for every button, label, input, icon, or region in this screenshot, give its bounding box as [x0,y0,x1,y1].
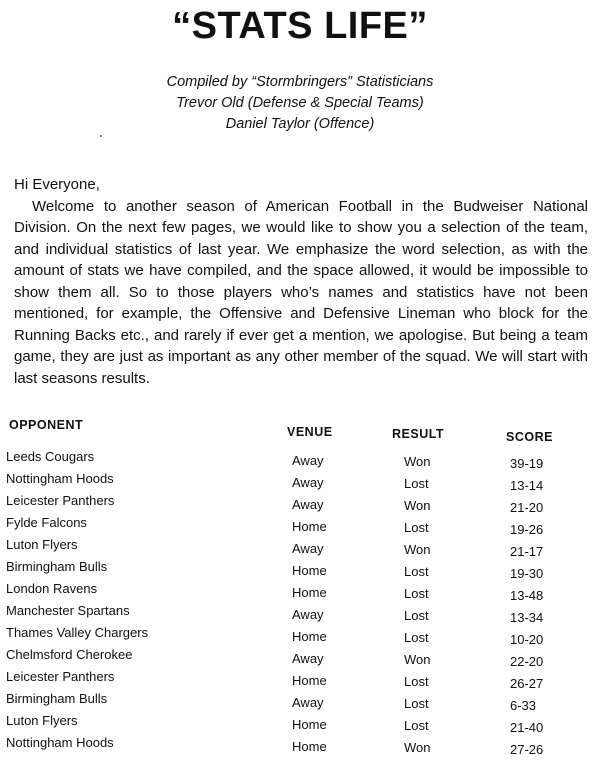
row-result: Won [404,652,431,667]
row-venue: Away [292,541,324,556]
credits-defense-statistician: Trevor Old (Defense & Special Teams) [176,95,424,111]
row-score: 21-20 [510,500,544,515]
row-result: Won [404,740,431,755]
header-venue: VENUE [287,425,333,439]
print-speck [100,135,102,137]
table-row [0,581,600,603]
row-score: 19-26 [510,522,544,537]
row-opponent: Birmingham Bulls [6,691,108,706]
intro-letter [14,174,588,389]
table-row [0,669,600,691]
row-opponent: Leeds Cougars [6,449,95,464]
table-row [0,471,600,493]
row-result: Lost [404,674,429,689]
row-opponent: Chelmsford Cherokee [6,647,133,662]
row-venue: Home [292,673,327,688]
table-row [0,515,600,537]
row-opponent: Fylde Falcons [6,515,87,530]
row-venue: Away [292,475,324,490]
row-score: 19-30 [510,566,544,581]
credits-compiled-by: Compiled by “Stormbringers” Statisticians [166,74,434,90]
row-venue: Home [292,585,327,600]
table-row [0,603,600,625]
row-opponent: Luton Flyers [6,537,78,552]
row-result: Lost [404,718,429,733]
row-opponent: Luton Flyers [6,713,78,728]
row-venue: Home [292,519,327,534]
row-result: Lost [404,608,429,623]
row-opponent: Birmingham Bulls [6,559,108,574]
table-row [0,713,600,735]
row-venue: Away [292,695,324,710]
row-venue: Home [292,739,327,754]
row-result: Lost [404,696,429,711]
table-row [0,537,600,559]
row-opponent: London Ravens [6,581,98,596]
row-score: 13-48 [510,588,544,603]
row-result: Won [404,498,431,513]
row-result: Lost [404,564,429,579]
row-score: 21-40 [510,720,544,735]
row-venue: Away [292,497,324,512]
table-row [0,735,600,757]
row-venue: Away [292,651,324,666]
letter-greeting: Hi Everyone, [14,176,100,193]
row-score: 13-14 [510,478,544,493]
row-result: Won [404,542,431,557]
row-score: 6-33 [510,698,537,713]
row-opponent: Leicester Panthers [6,669,115,684]
row-score: 10-20 [510,632,544,647]
row-result: Lost [404,476,429,491]
row-venue: Home [292,717,327,732]
page-title: “STATS LIFE” [172,5,428,47]
table-row [0,647,600,669]
row-result: Lost [404,586,429,601]
row-opponent: Manchester Spartans [6,603,130,618]
row-opponent: Nottingham Hoods [6,471,114,486]
table-row [0,449,600,471]
row-result: Lost [404,630,429,645]
row-venue: Home [292,629,327,644]
credits-offence-statistician: Daniel Taylor (Offence) [225,116,375,132]
row-opponent: Leicester Panthers [6,493,115,508]
table-row [0,559,600,581]
row-score: 13-34 [510,610,544,625]
row-score: 39-19 [510,456,544,471]
table-row [0,625,600,647]
row-venue: Away [292,453,324,468]
row-score: 22-20 [510,654,544,669]
header-score: SCORE [506,430,553,444]
letter-body: Welcome to another season of American Football in the Budweiser National Division. On the next few pages, we would like to show you a selection of the team, and individual statistics of last year. We emphasize the word selection, as with the amount of stats we have compiled, and the space allowed, it would be impossible to show them all. So to those players who’s names and statistics have not been mentioned, for example, the Offensive and Defensive Lineman who block for the Running Backs etc., and rarely if ever get a mention, we apologise. But being a team game, they are just as important as any other member of the squad. We will start with last seasons results. [14,197,588,387]
row-venue: Away [292,607,324,622]
row-result: Lost [404,520,429,535]
header-result: RESULT [392,427,445,441]
row-result: Won [404,454,431,469]
row-venue: Home [292,563,327,578]
header-opponent: OPPONENT [9,418,84,432]
row-opponent: Thames Valley Chargers [6,625,149,640]
row-score: 21-17 [510,544,544,559]
row-opponent: Nottingham Hoods [6,735,114,750]
row-score: 26-27 [510,676,544,691]
credits-block [0,72,600,135]
table-row [0,493,600,515]
row-score: 27-26 [510,742,544,757]
table-row [0,691,600,713]
